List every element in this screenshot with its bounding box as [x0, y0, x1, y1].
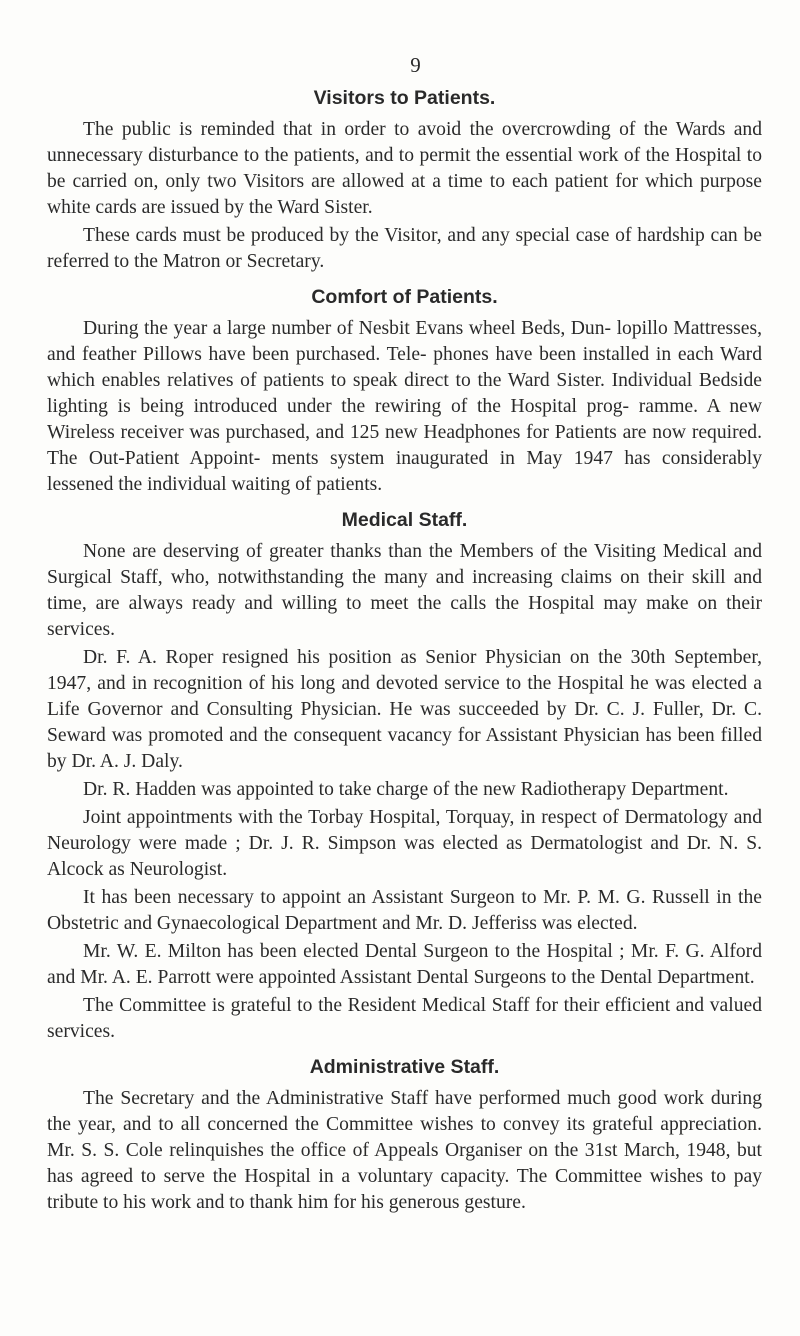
section-administrative-staff [47, 1053, 762, 1216]
section-visitors [47, 84, 762, 275]
section-comfort [47, 283, 762, 498]
page-number: 9 [410, 53, 421, 77]
section-heading: Comfort of Patients. [311, 286, 498, 308]
section-medical-staff [47, 506, 762, 1045]
paragraph: None are deserving of greater thanks than the Members of the Visiting Medical and Surgical Staff, who, notwithstanding the many and increasing claims on their skill and time, are always ready and willing to meet the calls the Hospital may make on their services. [47, 541, 762, 640]
paragraph: The Committee is grateful to the Resident Medical Staff for their efficient and valued services. [47, 995, 762, 1042]
paragraph: It has been necessary to appoint an Assistant Surgeon to Mr. P. M. G. Russell in the Obstetric and Gynaecological Department and Mr. D. Jefferiss was elected. [47, 887, 762, 934]
paragraph: These cards must be produced by the Visitor, and any special case of hardship can be referred to the Matron or Secretary. [47, 225, 762, 272]
paragraph: During the year a large number of Nesbit Evans wheel Beds, Dun- lopillo Mattresses, and feather Pillows have been purchased. Tele- phones have been installed in each Ward which enables relatives of patients to speak direct to the Ward Sister. Individual Bedside lighting is being introduced under the rewiring of the Hospital prog- ramme. A new Wireless receiver was purchased, and 125 new Headphones for Patients are now required. The Out-Patient Appoint- ments system inaugurated in May 1947 has considerably lessened the individual waiting of patients. [47, 318, 762, 495]
section-heading: Administrative Staff. [309, 1056, 500, 1078]
paragraph: Dr. F. A. Roper resigned his position as Senior Physician on the 30th September, 1947, and in recognition of his long and devoted service to the Hospital he was elected a Life Governor and Consulting Physician. He was succeeded by Dr. C. J. Fuller, Dr. C. Seward was promoted and the consequent vacancy for Assistant Physician has been filled by Dr. A. J. Daly. [47, 647, 762, 772]
paragraph: Joint appointments with the Torbay Hospital, Torquay, in respect of Dermatology and Neurology were made ; Dr. J. R. Simpson was elected as Dermatologist and Dr. N. S. Alcock as Neurologist. [47, 807, 762, 880]
paragraph: The Secretary and the Administrative Staff have performed much good work during the year, and to all concerned the Committee wishes to convey its grateful appreciation. Mr. S. S. Cole relinquishes the office of Appeals Organiser on the 31st March, 1948, but has agreed to serve the Hospital in a voluntary capacity. The Committee wishes to pay tribute to his work and to thank him for his generous gesture. [47, 1088, 762, 1213]
paragraph: Mr. W. E. Milton has been elected Dental Surgeon to the Hospital ; Mr. F. G. Alford and Mr. A. E. Parrott were appointed Assistant Dental Surgeons to the Dental Department. [47, 941, 762, 988]
paragraph: Dr. R. Hadden was appointed to take charge of the new Radiotherapy Department. [83, 779, 729, 800]
paragraph: The public is reminded that in order to avoid the overcrowding of the Wards and unnecessary disturbance to the patients, and to permit the essential work of the Hospital to be carried on, only two Visitors are allowed at a time to each patient for which purpose white cards are issued by the Ward Sister. [47, 119, 762, 218]
section-heading: Visitors to Patients. [313, 87, 496, 109]
section-heading: Medical Staff. [341, 509, 468, 531]
